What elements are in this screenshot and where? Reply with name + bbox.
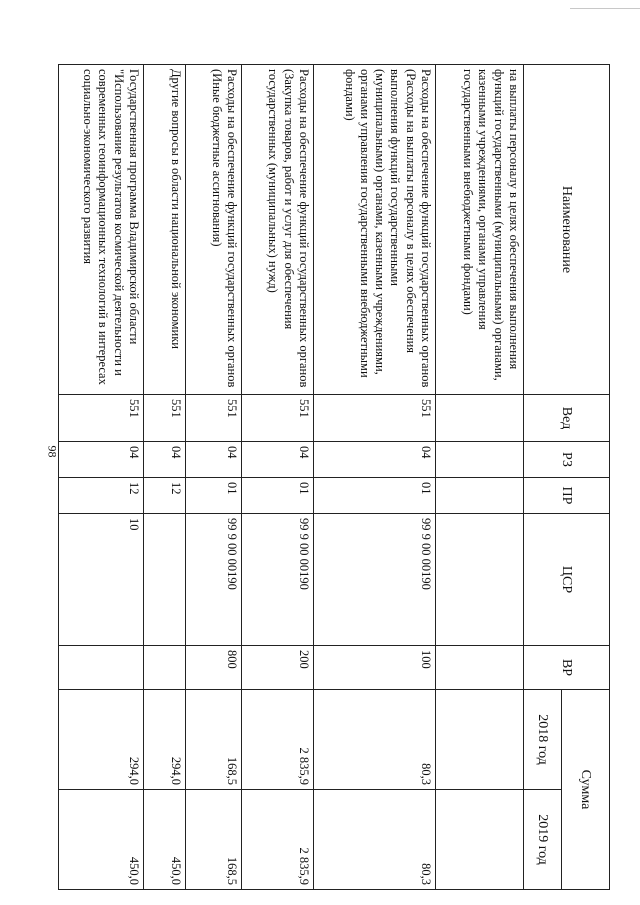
row-ved-cell: 551 — [144, 395, 186, 442]
row-name-cell: Расходы на обеспечение функций государственных органов (Расходы на выплаты персоналу в целях обеспечения выполнения функций государственными (муниципальными) органами, казенными учреждениями, органами управления государственными внебюджетными фондами) — [314, 65, 436, 395]
header-2018: 2018 год — [524, 690, 562, 790]
budget-table — [58, 64, 610, 890]
row-sum-2019-cell — [436, 790, 524, 890]
row-csr-cell: 99 9 00 00190 — [314, 514, 436, 646]
row-name-cell: Государственная программа Владимирской области "Использование результатов космической деятельности и современных геоинформационных технологий в интересах социально-экономического развития — [59, 65, 144, 395]
row-ved-cell — [436, 395, 524, 442]
row-csr-cell: 10 — [59, 514, 144, 646]
row-vr-cell: 100 — [314, 646, 436, 690]
row-rz-cell: 04 — [144, 442, 186, 478]
header-name: Наименование — [524, 65, 610, 395]
table-row — [314, 65, 436, 890]
table-row — [186, 65, 242, 890]
row-pr-cell: 01 — [186, 478, 242, 514]
header-2019: 2019 год — [524, 790, 562, 890]
row-name-cell: Расходы на обеспечение функций государственных органов (Иные бюджетные ассигнования) — [186, 65, 242, 395]
row-rz-cell: 04 — [186, 442, 242, 478]
row-rz-cell: 04 — [59, 442, 144, 478]
row-sum-2018-cell — [436, 690, 524, 790]
scan-edge-line — [570, 8, 640, 9]
row-ved-cell: 551 — [59, 395, 144, 442]
header-vr: ВР — [524, 646, 610, 690]
row-rz-cell — [436, 442, 524, 478]
header-csr: ЦСР — [524, 514, 610, 646]
page-number: 98 — [45, 445, 60, 458]
row-ved-cell: 551 — [314, 395, 436, 442]
row-sum-2019-cell: 2 835,9 — [242, 790, 314, 890]
row-vr-cell — [436, 646, 524, 690]
row-rz-cell: 04 — [314, 442, 436, 478]
row-sum-2019-cell: 450,0 — [59, 790, 144, 890]
row-sum-2018-cell: 294,0 — [144, 690, 186, 790]
header-rz: РЗ — [524, 442, 610, 478]
row-csr-cell — [144, 514, 186, 646]
table-row — [242, 65, 314, 890]
budget-table-container — [81, 64, 610, 889]
row-vr-cell — [144, 646, 186, 690]
row-pr-cell: 01 — [314, 478, 436, 514]
row-sum-2018-cell: 80,3 — [314, 690, 436, 790]
row-sum-2018-cell: 168,5 — [186, 690, 242, 790]
header-sum: Сумма — [562, 690, 610, 890]
row-pr-cell — [436, 478, 524, 514]
row-vr-cell: 800 — [186, 646, 242, 690]
table-row — [144, 65, 186, 890]
row-pr-cell: 12 — [59, 478, 144, 514]
row-vr-cell — [59, 646, 144, 690]
row-name-cell: Расходы на обеспечение функций государственных органов (Закупка товаров, работ и услуг для обеспечения государственных (муниципальных) нужд) — [242, 65, 314, 395]
row-csr-cell: 99 9 00 00190 — [242, 514, 314, 646]
row-csr-cell — [436, 514, 524, 646]
header-ved: Вед — [524, 395, 610, 442]
row-ved-cell: 551 — [242, 395, 314, 442]
row-name-cell: на выплаты персоналу в целях обеспечения выполнения функций государственными (муниципальными) органами, казенными учреждениями, органами управления государственными внебюджетными фондами) — [436, 65, 524, 395]
row-sum-2019-cell: 80,3 — [314, 790, 436, 890]
row-rz-cell: 04 — [242, 442, 314, 478]
row-pr-cell: 12 — [144, 478, 186, 514]
row-csr-cell: 99 9 00 00190 — [186, 514, 242, 646]
table-row — [59, 65, 144, 890]
row-pr-cell: 01 — [242, 478, 314, 514]
row-ved-cell: 551 — [186, 395, 242, 442]
header-pr: ПР — [524, 478, 610, 514]
table-row — [436, 65, 524, 890]
row-sum-2018-cell: 294,0 — [59, 690, 144, 790]
row-vr-cell: 200 — [242, 646, 314, 690]
row-name-cell: Другие вопросы в области национальной экономики — [144, 65, 186, 395]
row-sum-2018-cell: 2 835,9 — [242, 690, 314, 790]
table-body — [59, 65, 524, 890]
row-sum-2019-cell: 450,0 — [144, 790, 186, 890]
row-sum-2019-cell: 168,5 — [186, 790, 242, 890]
